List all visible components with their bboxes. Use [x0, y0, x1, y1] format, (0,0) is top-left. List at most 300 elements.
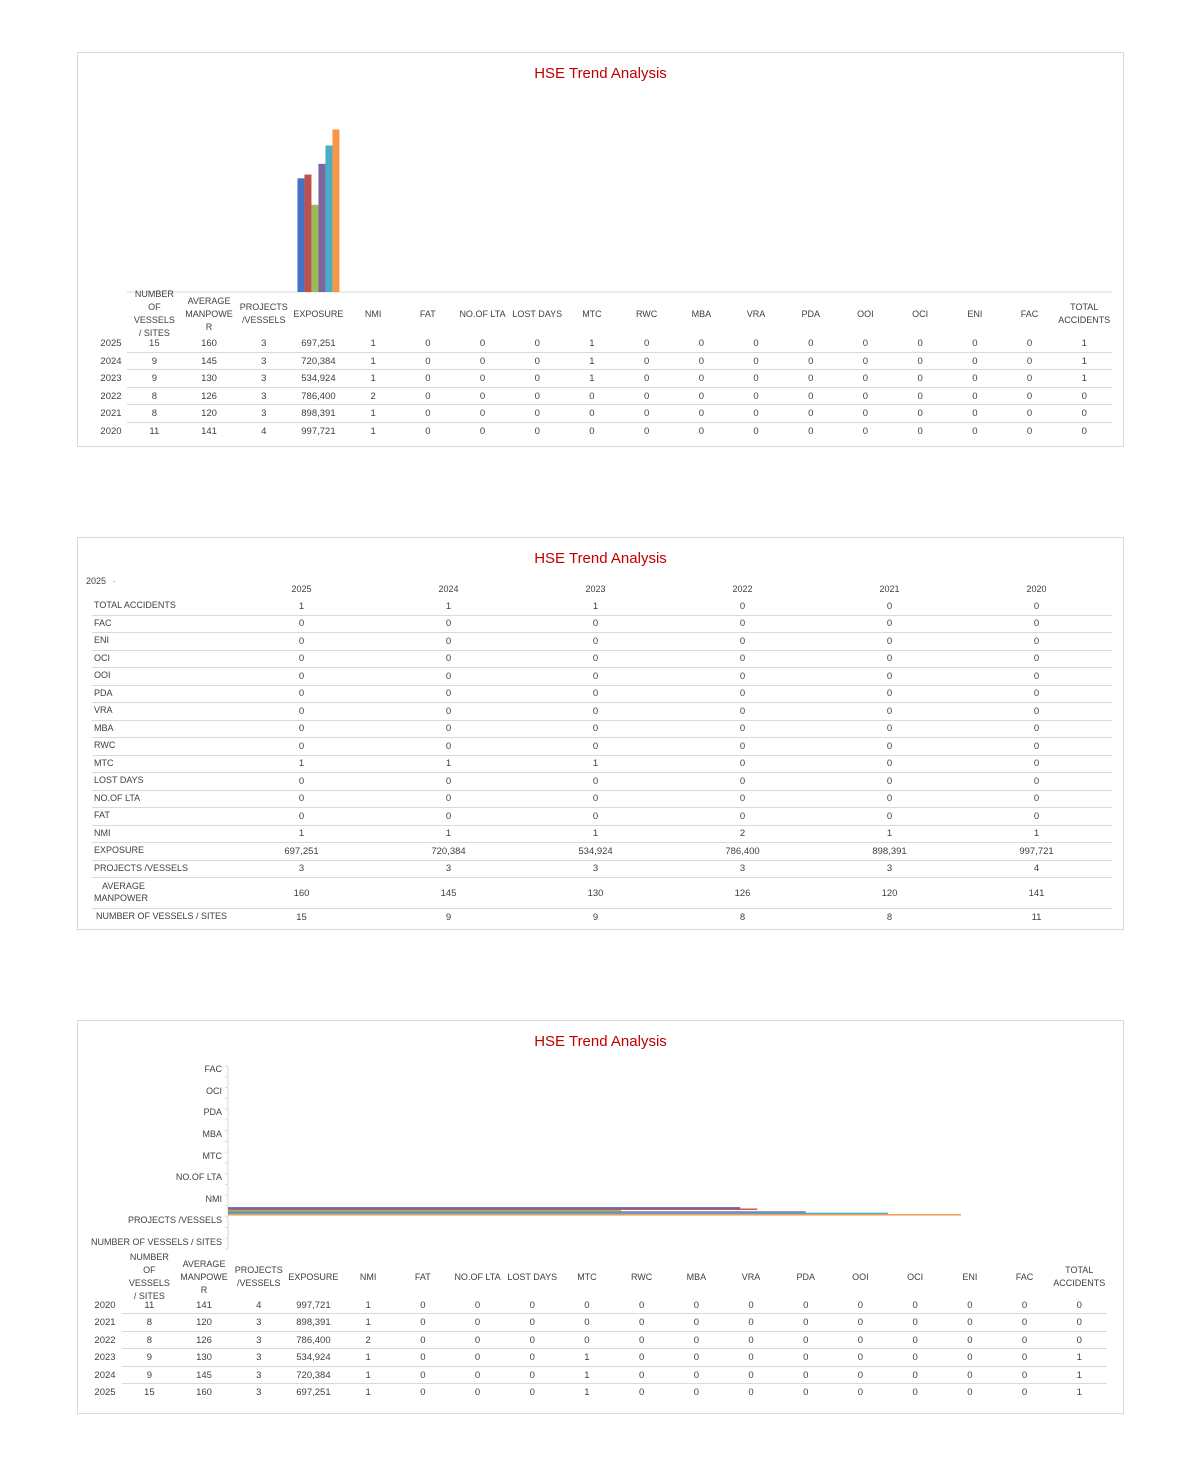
table-cell: 3	[298, 863, 305, 875]
table-cell: 0	[753, 338, 759, 349]
table-cell: 0	[643, 408, 650, 419]
table-cell: 1	[589, 355, 595, 367]
column-header: NUMBER OF VESSELS / SITES	[133, 289, 175, 338]
row-year-label: 2022	[94, 1334, 116, 1346]
table-cell: 0	[592, 653, 599, 665]
table-cell: 0	[643, 338, 650, 349]
table-row	[78, 861, 1123, 879]
column-header-year: 2023	[585, 584, 606, 594]
row-year-label: 2020	[94, 1300, 116, 1311]
table-cell: 0	[912, 1317, 918, 1329]
table-cell: 0	[972, 355, 978, 367]
column-header: NUMBER OF VESSELS / SITES	[128, 1252, 170, 1301]
table-cell: 0	[886, 600, 893, 612]
table-cell: 0	[479, 408, 486, 419]
row-label: MBA	[94, 722, 114, 733]
table-cell: 786,400	[725, 845, 760, 857]
table-cell: 0	[698, 338, 704, 349]
row-label: RWC	[94, 740, 116, 750]
row-label: NUMBER OF VESSELS / SITES	[96, 911, 228, 921]
table-cell: 697,251	[296, 1387, 331, 1398]
column-header: LOST DAYS	[512, 308, 563, 319]
table-cell: 0	[425, 373, 431, 384]
table-cell: 0	[1021, 1300, 1028, 1311]
table-cell: 0	[1033, 705, 1040, 717]
column-header-year: 2025	[291, 584, 312, 594]
table-cell: 0	[808, 425, 814, 437]
table-cell: 8	[739, 911, 746, 923]
table-cell: 1	[1033, 828, 1040, 840]
table-cell: 8	[886, 911, 893, 923]
table-cell: 0	[474, 1352, 481, 1364]
table-cell: 0	[298, 793, 305, 805]
row-label: OOI	[94, 670, 111, 680]
table-row	[78, 773, 1123, 791]
row-label: NO.OF LTA	[94, 792, 141, 803]
table-cell: 0	[592, 810, 599, 822]
column-header: OOI	[857, 308, 874, 319]
table-cell: 898,391	[296, 1317, 331, 1329]
column-header: NMI	[359, 1271, 377, 1282]
column-header: ENI	[967, 308, 983, 319]
table-cell: 0	[803, 1334, 809, 1346]
column-header: PDA	[796, 1271, 815, 1282]
table-cell: 0	[967, 1369, 973, 1381]
table-cell: 160	[293, 887, 310, 899]
column-header: EXPOSURE	[288, 1271, 339, 1282]
row-year-label: 2021	[100, 408, 122, 419]
table-cell: 3	[261, 373, 267, 384]
table-cell: 3	[256, 1317, 262, 1329]
table-row	[78, 1384, 1123, 1401]
table-cell: 0	[739, 723, 746, 735]
column-header: FAT	[419, 308, 436, 319]
table-cell: 0	[445, 635, 452, 647]
table-cell: 0	[638, 1317, 645, 1329]
table-cell: 0	[589, 425, 595, 437]
table-cell: 0	[298, 618, 305, 630]
table-cell: 8	[146, 1334, 152, 1346]
table-cell: 0	[698, 373, 704, 384]
table-cell: 1	[592, 828, 599, 840]
table-cell: 0	[534, 355, 540, 367]
table-cell: 3	[592, 863, 599, 875]
row-year-label: 2023	[94, 1352, 116, 1364]
table-row	[78, 721, 1123, 739]
table-cell: 0	[808, 355, 814, 367]
column-header: VRA	[746, 308, 766, 319]
column-header: MTC	[577, 1271, 597, 1282]
table-cell: 1	[365, 1369, 371, 1381]
table-cell: 0	[298, 740, 305, 752]
table-cell: 1	[1081, 355, 1087, 367]
table-cell: 0	[420, 1352, 426, 1364]
table-cell: 0	[862, 355, 869, 367]
bar-2022-3	[318, 164, 325, 292]
table-cell: 997,721	[296, 1300, 331, 1311]
table-cell: 0	[589, 390, 595, 402]
table-cell: 0	[474, 1300, 481, 1311]
table-cell: 130	[201, 373, 217, 384]
chart-title: HSE Trend Analysis	[534, 1033, 667, 1050]
table-cell: 120	[196, 1317, 212, 1329]
table-cell: 130	[196, 1352, 212, 1364]
table-cell: 0	[445, 688, 452, 700]
table-cell: 1	[1081, 338, 1087, 349]
column-header: EXPOSURE	[293, 308, 344, 319]
table-row	[78, 909, 1123, 927]
table-cell: 0	[967, 1352, 973, 1364]
table-cell: 0	[857, 1387, 864, 1398]
table-cell: 0	[967, 1334, 973, 1346]
table-cell: 1	[365, 1300, 371, 1311]
table-cell: 15	[149, 338, 160, 349]
table-cell: 0	[643, 373, 650, 384]
column-header-year: 2021	[879, 584, 900, 594]
table-cell: 0	[298, 810, 305, 822]
column-header: FAC	[1015, 1271, 1034, 1282]
year-filter-value: 2025	[86, 576, 107, 586]
table-cell: 0	[886, 705, 893, 717]
table-cell: 160	[196, 1387, 212, 1398]
table-cell: 3	[886, 863, 893, 875]
table-cell: 0	[529, 1369, 535, 1381]
table-cell: 0	[638, 1387, 645, 1398]
table-cell: 0	[643, 425, 650, 437]
table-cell: 0	[739, 688, 746, 700]
table-cell: 0	[972, 390, 978, 402]
column-header: OOI	[852, 1271, 869, 1282]
table-cell: 2	[739, 828, 746, 840]
table-cell: 0	[474, 1387, 481, 1398]
table-cell: 0	[298, 723, 305, 735]
column-header-year: 2022	[732, 584, 753, 594]
table-cell: 0	[1026, 425, 1033, 437]
table-cell: 1	[445, 758, 452, 770]
table-cell: 0	[479, 338, 486, 349]
column-header: FAC	[1020, 308, 1039, 319]
row-label: MTC	[94, 757, 114, 768]
table-cell: 1	[445, 600, 452, 612]
row-label: VRA	[94, 705, 113, 715]
y-axis-label: FAC	[204, 1064, 222, 1075]
table-cell: 0	[474, 1369, 481, 1381]
table-cell: 0	[739, 793, 746, 805]
table-cell: 145	[440, 887, 457, 899]
table-cell: 1	[365, 1387, 371, 1398]
table-cell: 1	[589, 373, 595, 384]
table-cell: 0	[1033, 775, 1040, 787]
row-label: OCI	[94, 652, 111, 663]
table-cell: 0	[529, 1387, 535, 1398]
table-cell: 0	[857, 1334, 864, 1346]
table-cell: 0	[1033, 618, 1040, 630]
column-header: TOTAL ACCIDENTS	[1053, 1265, 1106, 1288]
hbar-2024-3	[228, 1209, 757, 1210]
table-cell: 0	[748, 1300, 754, 1311]
table-cell: 786,400	[296, 1334, 331, 1346]
bar-2024-3	[304, 175, 311, 292]
table-cell: 0	[739, 635, 746, 647]
column-header: MTC	[582, 308, 602, 319]
table-cell: 0	[479, 373, 486, 384]
table-row	[78, 616, 1123, 634]
table-cell: 0	[1033, 670, 1040, 682]
table-cell: 3	[445, 863, 452, 875]
row-label: NMI	[94, 827, 111, 838]
table-cell: 0	[748, 1334, 754, 1346]
table-cell: 0	[803, 1369, 809, 1381]
table-cell: 0	[1026, 408, 1033, 419]
row-label: PROJECTS /VESSELS	[94, 862, 189, 873]
table-cell: 1	[445, 828, 452, 840]
table-cell: 0	[862, 408, 869, 419]
table-cell: 0	[886, 740, 893, 752]
y-axis-label: OCI	[205, 1085, 222, 1096]
table-cell: 3	[261, 338, 267, 349]
table-cell: 0	[1026, 390, 1033, 402]
table-cell: 0	[862, 338, 869, 349]
table-cell: 0	[739, 618, 746, 630]
table-cell: 9	[146, 1369, 152, 1381]
column-header: FAT	[414, 1271, 431, 1282]
table-row	[78, 405, 1123, 423]
table-cell: 0	[420, 1300, 426, 1311]
table-cell: 0	[592, 740, 599, 752]
table-cell: 0	[698, 408, 704, 419]
column-header: RWC	[630, 1271, 653, 1282]
row-year-label: 2025	[94, 1387, 116, 1398]
table-cell: 2	[370, 390, 376, 402]
table-cell: 0	[803, 1387, 809, 1398]
table-cell: 0	[753, 373, 759, 384]
hbar-2023-3	[228, 1210, 621, 1211]
table-cell: 720,384	[431, 845, 466, 857]
table-cell: 0	[534, 408, 540, 419]
table-row	[78, 878, 1123, 909]
table-cell: 0	[529, 1300, 535, 1311]
table-cell: 126	[734, 887, 751, 899]
table-cell: 3	[256, 1352, 262, 1364]
bar-2021-3	[325, 146, 332, 292]
table-cell: 786,400	[301, 390, 336, 402]
table-cell: 0	[803, 1352, 809, 1364]
table-cell: 0	[753, 425, 759, 437]
table-cell: 0	[748, 1317, 754, 1329]
table-cell: 1	[584, 1369, 590, 1381]
table-cell: 3	[261, 408, 267, 419]
table-cell: 160	[201, 338, 217, 349]
table-cell: 0	[1081, 425, 1087, 437]
table-cell: 0	[808, 390, 814, 402]
bar-2025-3	[297, 178, 304, 292]
column-header: OCI	[907, 1271, 924, 1282]
table-cell: 0	[739, 758, 746, 770]
table-cell: 0	[445, 653, 452, 665]
row-label: EXPOSURE	[94, 845, 145, 855]
table-cell: 3	[256, 1369, 262, 1381]
table-cell: 0	[420, 1387, 426, 1398]
table-cell: 0	[753, 390, 759, 402]
table-cell: 0	[1033, 653, 1040, 665]
column-header: MBA	[691, 308, 712, 319]
table-cell: 9	[146, 1352, 152, 1364]
table-cell: 0	[698, 425, 704, 437]
y-axis-label: NO.OF LTA	[175, 1172, 222, 1183]
table-cell: 0	[589, 408, 595, 419]
table-cell: 0	[967, 1317, 973, 1329]
table-cell: 0	[972, 373, 978, 384]
table-cell: 11	[144, 1300, 155, 1311]
table-cell: 0	[857, 1352, 864, 1364]
table-cell: 0	[857, 1317, 864, 1329]
bar-2020-3	[332, 129, 339, 292]
table-cell: 0	[808, 373, 814, 384]
table-cell: 0	[912, 1369, 918, 1381]
table-row	[78, 703, 1123, 721]
table-cell: 0	[1021, 1317, 1028, 1329]
table-cell: 3	[739, 863, 746, 875]
table-cell: 0	[857, 1300, 864, 1311]
table-cell: 141	[201, 425, 217, 437]
table-cell: 0	[803, 1300, 809, 1311]
table-cell: 0	[298, 775, 305, 787]
table-cell: 0	[1076, 1334, 1082, 1346]
table-row	[78, 335, 1123, 353]
table-cell: 898,391	[301, 408, 336, 419]
table-cell: 0	[420, 1334, 426, 1346]
table-cell: 1	[298, 828, 305, 840]
table-cell: 11	[1031, 911, 1042, 923]
table-cell: 0	[298, 670, 305, 682]
table-cell: 1	[370, 373, 376, 384]
table-cell: 0	[862, 373, 869, 384]
table-cell: 1	[370, 425, 376, 437]
table-cell: 0	[739, 740, 746, 752]
table-cell: 0	[1033, 688, 1040, 700]
table-cell: 898,391	[872, 845, 907, 857]
row-year-label: 2020	[100, 425, 122, 437]
table-row	[78, 826, 1123, 844]
table-cell: 0	[1026, 373, 1033, 384]
table-cell: 1	[592, 758, 599, 770]
table-cell: 0	[534, 373, 540, 384]
table-cell: 0	[739, 670, 746, 682]
table-cell: 1	[1076, 1387, 1082, 1398]
table-cell: 0	[857, 1369, 864, 1381]
table-cell: 0	[445, 793, 452, 805]
table-cell: 8	[146, 1317, 152, 1329]
table-cell: 0	[886, 793, 893, 805]
table-cell: 0	[298, 635, 305, 647]
table-cell: 1	[370, 338, 376, 349]
table-row	[78, 1367, 1123, 1384]
table-cell: 0	[534, 338, 540, 349]
table-cell: 0	[886, 670, 893, 682]
table-cell: 997,721	[301, 425, 336, 437]
table-cell: 697,251	[301, 338, 336, 349]
table-cell: 0	[912, 1334, 918, 1346]
bar-2023-3	[311, 205, 318, 292]
table-cell: 0	[445, 618, 452, 630]
year-filter[interactable]	[86, 576, 116, 586]
table-cell: 1	[298, 600, 305, 612]
table-cell: 0	[917, 408, 923, 419]
table-cell: 0	[917, 338, 923, 349]
table-cell: 0	[474, 1317, 481, 1329]
table-cell: 0	[862, 425, 869, 437]
y-axis-label: MTC	[202, 1150, 222, 1161]
table-cell: 0	[1033, 740, 1040, 752]
table-cell: 0	[753, 355, 759, 367]
table-cell: 120	[881, 887, 898, 899]
table-cell: 0	[638, 1334, 645, 1346]
column-header: PDA	[801, 308, 820, 319]
table-cell: 4	[261, 425, 267, 437]
table-cell: 8	[151, 390, 157, 402]
table-cell: 0	[529, 1352, 535, 1364]
column-header: PROJECTS /VESSELS	[234, 1265, 283, 1288]
table-cell: 0	[739, 810, 746, 822]
table-cell: 0	[584, 1334, 590, 1346]
table-cell: 0	[643, 390, 650, 402]
table-cell: 0	[693, 1387, 699, 1398]
table-cell: 0	[592, 775, 599, 787]
table-cell: 720,384	[296, 1369, 331, 1381]
table-cell: 0	[584, 1300, 590, 1311]
chart-panel-table	[77, 537, 1124, 930]
column-header: NO.OF LTA	[454, 1271, 501, 1282]
table-cell: 0	[1033, 810, 1040, 822]
table-row	[78, 756, 1123, 774]
row-label: AVERAGE MANPOWER	[94, 881, 148, 903]
table-cell: 0	[445, 810, 452, 822]
table-cell: 1	[365, 1352, 371, 1364]
table-cell: 0	[638, 1300, 645, 1311]
table-row	[78, 388, 1123, 406]
table-cell: 0	[638, 1369, 645, 1381]
table-cell: 1	[370, 355, 376, 367]
table-cell: 0	[420, 1369, 426, 1381]
table-row	[78, 423, 1123, 441]
y-axis-label: PROJECTS /VESSELS	[127, 1215, 222, 1226]
table-cell: 11	[149, 425, 160, 437]
table-cell: 0	[912, 1300, 918, 1311]
table-cell: 0	[748, 1369, 754, 1381]
table-cell: 0	[592, 793, 599, 805]
table-cell: 0	[592, 723, 599, 735]
table-cell: 3	[261, 355, 267, 367]
y-axis-label: MBA	[202, 1128, 222, 1139]
table-cell: 0	[753, 408, 759, 419]
table-cell: 9	[151, 355, 157, 367]
table-cell: 534,924	[296, 1352, 331, 1364]
row-label: LOST DAYS	[94, 775, 144, 785]
table-cell: 0	[917, 373, 923, 384]
table-cell: 0	[425, 355, 431, 367]
table-row	[78, 370, 1123, 388]
table-cell: 0	[474, 1334, 481, 1346]
table-cell: 0	[1033, 600, 1040, 612]
table-cell: 0	[534, 390, 540, 402]
table-cell: 1	[365, 1317, 371, 1329]
table-cell: 0	[479, 425, 486, 437]
table-cell: 0	[693, 1352, 699, 1364]
table-cell: 145	[201, 355, 217, 367]
table-cell: 0	[917, 390, 923, 402]
column-header: ENI	[962, 1271, 978, 1282]
table-cell: 0	[748, 1352, 754, 1364]
